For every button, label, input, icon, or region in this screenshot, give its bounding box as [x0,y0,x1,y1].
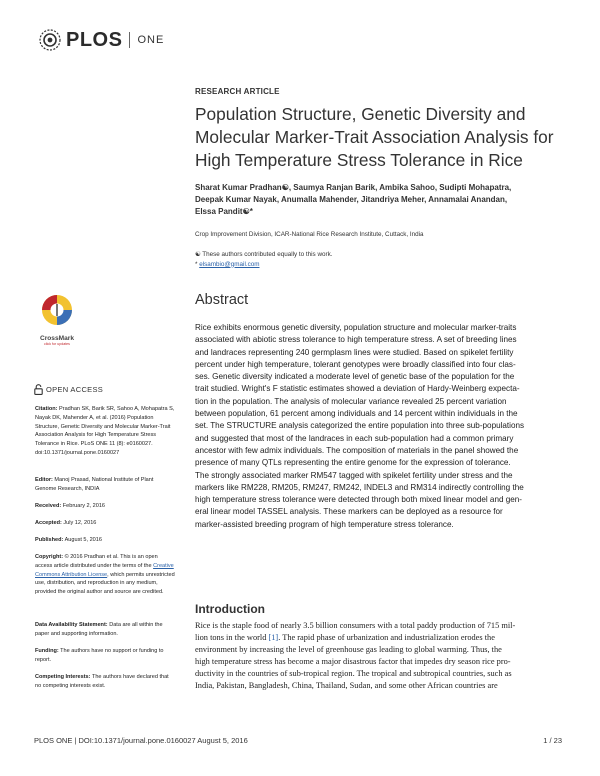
plos-one-logo [38,27,164,53]
funding-text: The authors have no support or funding to report. [35,648,164,663]
author-list [195,182,575,218]
intro-text-span: lion tons in the world [195,633,269,642]
affiliation: Crop Improvement Division, ICAR-National Rice Research Institute, Cuttack, India [195,231,424,238]
editor-text: Manoj Prasad, National Institute of Plant Genome Research, INDIA [35,477,154,492]
funding-label: Funding: [35,648,59,654]
intro-line: high temperature stress has become a major disastrous factor that impedes dry season rice pro- [195,657,511,666]
abstract-line: ses. Genetic diversity indicated a moderate level of genetic base of the population for the [195,372,515,382]
abstract-line: and landraces representing 240 germplasm lines were studied. Based on spikelet fertility [195,347,514,357]
intro-line: ductivity in the countries of sub-tropical region. The tropical and subtropical countries, such as [195,669,512,678]
copyright-text-tail: , which permits unrestricted use, distribution, and reproduction in any medium, provided the original author and source are credited. [35,571,175,596]
equal-contribution-note: ☯ These authors contributed equally to this work. [195,251,333,258]
author-notes [195,250,575,269]
article-title: Population Structure, Genetic Diversity and Molecular Marker-Trait Association Analysis for High Temperature Stress Tolerance in Rice [195,104,554,170]
logo-separator [129,32,130,48]
accepted-block [35,519,175,528]
abstract-line: associated with abiotic stress tolerance to high temperature stress. A set of breeding lines [195,335,517,345]
citation-link[interactable]: [1] [268,633,279,642]
abstract-line: between population, 61 percent among individuals and 14 percent within individuals in the [195,409,518,419]
abstract-text [195,322,579,531]
abstract-line: eral linear model TASSEL analysis. These markers can be deployed as a resource for [195,507,503,517]
page-number: 1 / 23 [543,736,562,745]
competing-interests-block [35,673,175,691]
citation-text: Pradhan SK, Barik SR, Sahoo A, Mohapatra S, Nayak DK, Mahender A, et al. (2016) Population Structure, Genetic Diversity and Molecular Marker-Trait Association Analysis for High Temperature Stress Tolerance in Rice. PLoS ONE 11 (8): e0160027. doi:10.1371/journal.pone.0160027 [35,406,175,456]
intro-line: India, Pakistan, Bangladesh, China, Thailand, Sudan, and some other African countries are [195,681,498,690]
competing-interests-label: Competing Interests: [35,674,91,680]
crossmark-sublabel: click for updates [44,342,70,346]
abstract-line: trait studied. Wright's F statistic estimates showed a deviation of Hardy-Weinberg expecta- [195,384,520,394]
editor-label: Editor: [35,477,53,483]
abstract-line: ancestor with few admix individuals. The composition of materials in the panel showed the [195,445,519,455]
abstract-line: markers like RM228, RM205, RM247, RM242, INDEL3 and RM314 indirectly controlling the [195,482,524,492]
accepted-label: Accepted: [35,520,62,526]
intro-line: environment by increasing the level of greenhouse gas leading to global warming. Thus, the [195,645,502,654]
author-line[interactable]: Sharat Kumar Pradhan☯, Saumya Ranjan Barik, Ambika Sahoo, Sudipti Mohapatra, [195,183,512,192]
citation-label: Citation: [35,406,58,412]
open-access-label: OPEN ACCESS [46,385,104,394]
footer-citation: PLOS ONE | DOI:10.1371/journal.pone.0160027 August 5, 2016 [34,736,248,745]
plos-logo-text: PLOS [66,28,123,51]
copyright-text: © 2016 Pradhan et al. This is an open access article distributed under the terms of the [35,554,158,569]
intro-line: Rice is the staple food of nearly 3.5 billion consumers with a total paddy production of 715 mil- [195,621,516,630]
email-prefix: * [195,260,200,268]
abstract-line: tion in the population. The analysis of molecular variance revealed 25 percent variation [195,396,507,406]
crossmark-icon [35,293,79,329]
abstract-line: percent under high temperature, tolerant genotypes were broadly classified into four clas- [195,359,516,369]
open-access-badge [34,384,103,395]
article-type: RESEARCH ARTICLE [195,87,280,96]
abstract-line: Rice exhibits enormous genetic diversity, population structure and molecular marker-traits [195,323,517,332]
citation-block [35,405,175,458]
abstract-line: marker-assisted breeding program of high temperature stress tolerance. [195,519,454,529]
received-label: Received: [35,503,62,509]
intro-line [195,632,579,644]
data-availability-label: Data Availability Statement: [35,622,108,628]
data-availability-text: Data are all within the paper and supporting information. [35,622,163,637]
funding-block [35,647,175,665]
abstract-line: set. The STRUCTURE analysis categorized the entire population into three sub-populations [195,421,525,431]
data-availability-block [35,621,175,639]
introduction-text [195,620,579,692]
introduction-heading: Introduction [195,602,265,616]
plos-logo-icon [38,28,62,52]
journal-name: ONE [137,34,165,46]
license-link[interactable]: Creative Commons Attribution License [35,562,174,578]
published-block [35,536,175,545]
copyright-block [35,553,175,597]
published-label: Published: [35,537,64,543]
abstract-line: high temperature stress tolerance were detected through both mixed linear model and gen- [195,495,522,505]
received-date: February 2, 2016 [62,503,106,509]
accepted-date: July 12, 2016 [63,520,97,526]
email-link[interactable]: elsambio@gmail.com [199,260,260,268]
abstract-heading: Abstract [195,292,249,308]
crossmark-badge[interactable] [35,293,79,346]
editor-block [35,476,175,494]
abstract-line: presence of many QTLs representing the entire genome for the expression of tolerance. [195,458,511,468]
received-block [35,502,175,511]
copyright-label: Copyright: [35,554,64,560]
intro-text-span: . The rapid phase of urbanization and industrialization erodes the [278,633,495,642]
open-lock-icon [34,384,43,395]
crossmark-label: CrossMark [39,335,75,342]
author-line[interactable]: Deepak Kumar Nayak, Anumalla Mahender, Jitandriya Meher, Annamalai Anandan, [195,195,508,204]
corresponding-email-line [195,260,575,270]
abstract-line: The strongly associated marker RM547 tagged with spikelet fertility under stress and the [195,470,513,480]
competing-interests-text: The authors have declared that no competing interests exist. [35,674,169,689]
author-line[interactable]: Elssa Pandit☯* [195,207,253,216]
published-date: August 5, 2016 [64,537,102,543]
abstract-line: and suggested that most of the landraces in each sub-population had a common primary [195,433,514,443]
